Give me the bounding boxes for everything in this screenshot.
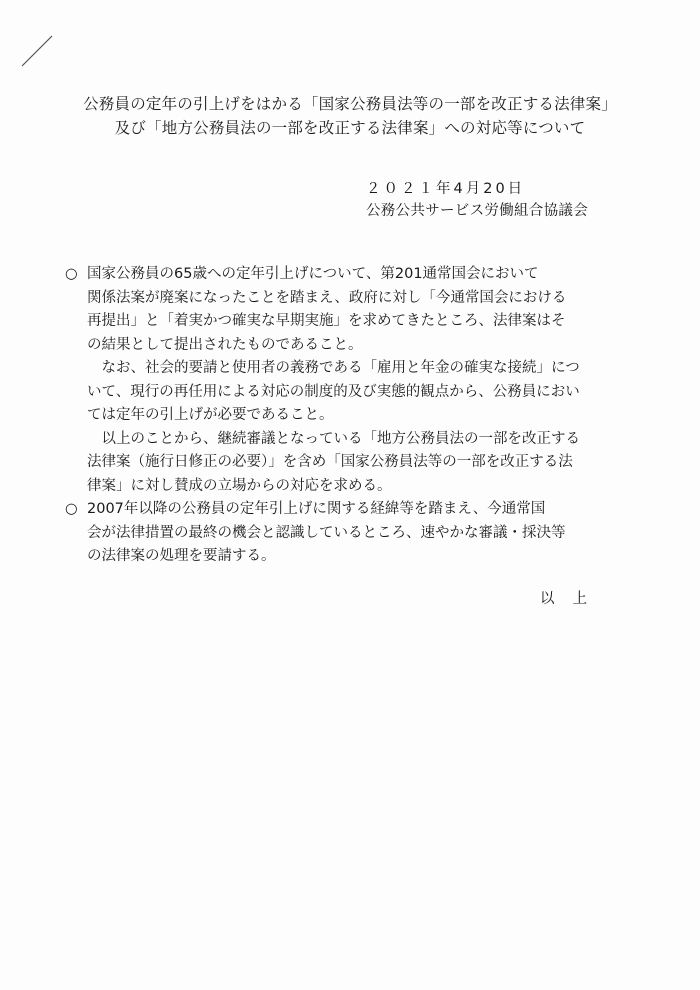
paragraph [87, 357, 655, 428]
paragraph [87, 428, 655, 499]
document-title [40, 92, 660, 140]
closing-mark: 以上 [540, 591, 605, 607]
text-line: 再提出」と「着実かつ確実な早期実施」を求めてきたところ、法律案はそ [87, 313, 566, 329]
bullet-circle: ○ [65, 501, 78, 517]
text-line: 会が法律措置の最終の機会と認識しているところ、速やかな審議・採決等 [87, 524, 566, 541]
issuing-organization: 公務公共サービス労働組合協議会 [366, 203, 588, 219]
text-line: 2007年以降の公務員の定年引上げに関する経緯等を踏まえ、今通常国 [87, 501, 546, 517]
text-line: ては定年の引上げが必要であること。 [87, 407, 334, 423]
paragraph [87, 263, 655, 357]
title-line-1: 公務員の定年の引上げをはかる「国家公務員法等の一部を改正する法律案」 [83, 95, 617, 113]
text-line: いて、現行の再任用による対応の制度的及び実態的観点から、公務員におい [87, 383, 580, 400]
text-line: 以上のことから、継続審議となっている「地方公務員法の一部を改正する [101, 430, 580, 447]
bullet-circle: ○ [65, 266, 78, 282]
paragraph [87, 498, 655, 569]
text-line: 関係法案が廃案になったことを踏まえ、政府に対し「今通常国会における [87, 289, 567, 306]
text-line: 法律案（施行日修正の必要）」を含め「国家公務員法等の一部を改正する法 [87, 454, 573, 470]
text-line: 律案」に対し賛成の立場からの対応を求める。 [87, 477, 392, 494]
document-date: ２０２１年4月20日 [366, 181, 526, 197]
pen-stroke-mark [18, 30, 58, 70]
text-line: なお、社会的要請と使用者の義務である「雇用と年金の確実な接続」につ [101, 360, 580, 376]
list-item [65, 498, 655, 569]
text-line: 国家公務員の65歳への定年引上げについて、第201通常国会において [87, 266, 539, 282]
text-line: の法律案の処理を要請する。 [87, 548, 276, 564]
title-line-2: 及び「地方公務員法の一部を改正する法律案」への対応等について [114, 119, 586, 137]
document-body [65, 263, 655, 569]
document-meta [366, 178, 588, 222]
text-line: の結果として提出されたものであること。 [87, 336, 363, 353]
list-item [65, 263, 655, 498]
